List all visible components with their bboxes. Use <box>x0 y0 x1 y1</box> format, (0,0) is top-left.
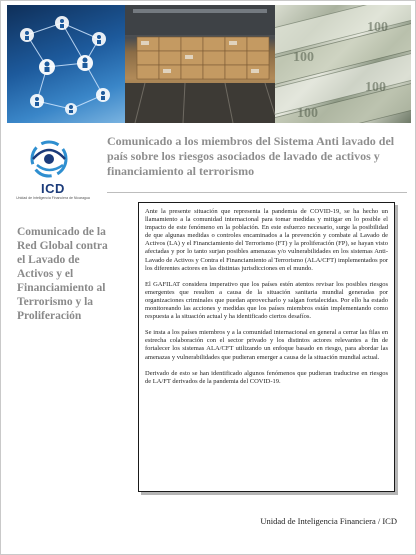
paragraph-4: Derivado de esto se han identificado algunos fenómenos que pudieran traducirse en riesgos de LA/FT derivados de la pandemia del COVID-19. <box>145 369 388 385</box>
document-title: Comunicado a los miembros del Sistema Anti lavado del país sobre los riesgos asociados de lavado de activos y financiamiento al terrorismo <box>107 134 395 178</box>
side-heading: Comunicado de la Red Global contra el Lavado de Activos y el Financiamiento al Terrorismo y la Proliferación <box>17 226 108 322</box>
svg-text:100: 100 <box>297 106 318 121</box>
logo-subtitle: Unidad de Inteligencia Financiera de Nicaragua <box>16 196 90 200</box>
dollar-bills-photo <box>275 5 411 123</box>
network-people-icon <box>7 5 125 123</box>
paragraph-2: El GAFILAT considera imperativo que los países estén atentos revisar los posibles riesgos emergentes que resulten a causa de la situación sanitaria mundial generadas por organizaciones criminales que puedan aprovecharlo y salgan fortalecidas. Por ello ha estado monitoreando las acciones y medidas que los países miembros están implementando como respuesta a la situación actual y ha identificado ciertos desafíos. <box>145 280 388 321</box>
communique-text-box <box>138 202 395 492</box>
svg-text:100: 100 <box>367 20 388 35</box>
paragraph-3: Se insta a los países miembros y a la comunidad internacional en general a cerrar las filas en estrecha colaboración con el sector privado y los distintos actores relevantes a fin de fortalecer los sistemas ALA/CFT utilizando un enfoque basado en riesgo, para abordar las amenazas y vulnerabilidades que pudieran emerger a causa de la situación mundial actual. <box>145 329 388 361</box>
paragraph-1: Ante la presente situación que representa la pandemia de COVID-19, se ha hecho un llamamiento a la comunidad internacional para tomar medidas y mitigar en lo posible el impacto de este fenómeno en la población. En este esfuerzo necesario, surge la posibilidad de que algunas medidas o controles encaminados a la prevención y combate al Lavado de Activos (LA) y el Financiamiento del Terrorismo (FT) y la proliferación (FP), se hayan visto afectadas y por lo tanto surjan posibles amenazas y/o vulnerabilidades en los sistemas Anti-Lavado de Activos y Contra el Financiamiento al Terrorismo (ALA/CFT) implementados por los diferentes actores en las distintas jurisdicciones en el mundo. <box>145 208 388 272</box>
svg-text:100: 100 <box>365 80 386 95</box>
svg-text:100: 100 <box>293 50 314 65</box>
footer-signature: Unidad de Inteligencia Financiera / ICD <box>260 516 397 526</box>
header-photo-banner <box>7 5 411 123</box>
title-divider <box>107 192 407 193</box>
warehouse-boxes-photo <box>125 5 275 123</box>
logo-text: ICD <box>41 181 65 196</box>
